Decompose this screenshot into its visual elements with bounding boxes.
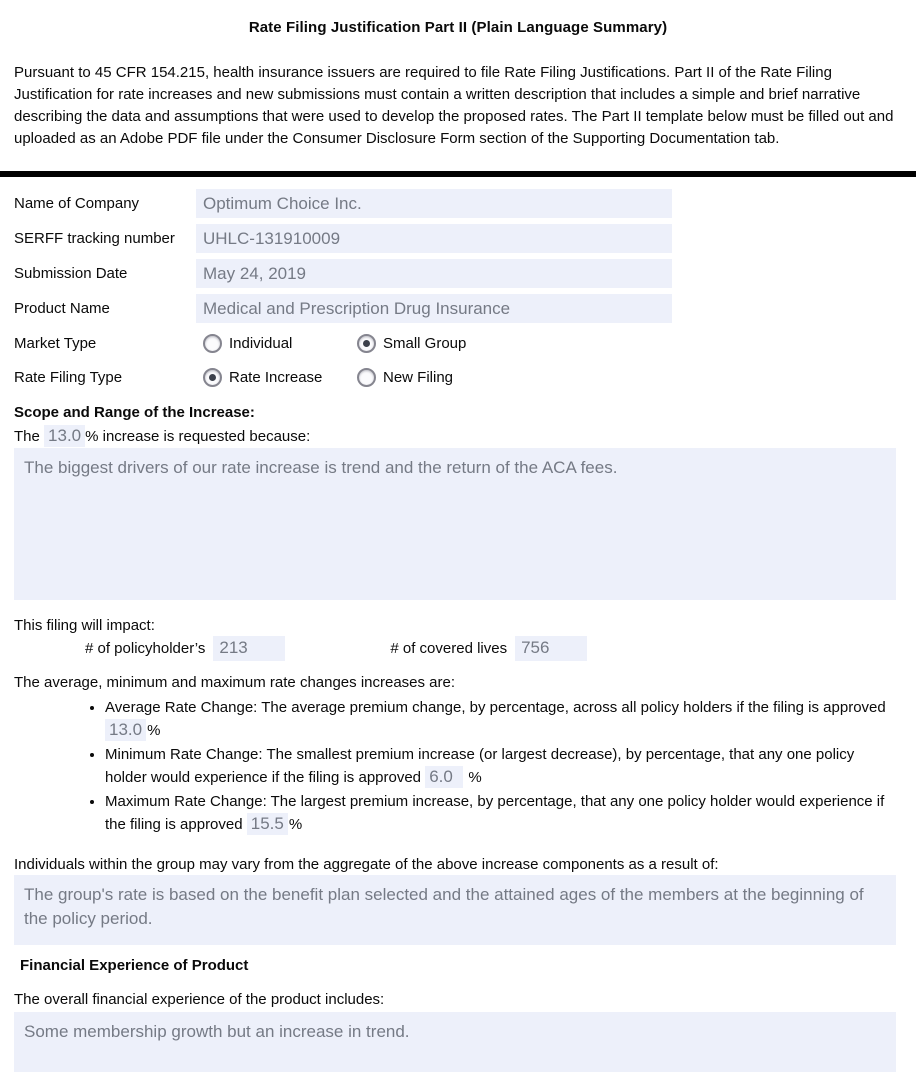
form-row-product-name: [14, 294, 916, 323]
minimum-rate-change-field[interactable]: 6.0: [425, 766, 463, 788]
group-variation-textarea[interactable]: The group's rate is based on the benefit plan selected and the attained ages of the members at the beginning of the policy period.: [14, 875, 896, 945]
maximum-rate-change-field[interactable]: 15.5: [247, 813, 288, 835]
financial-experience-heading: Financial Experience of Product: [20, 957, 249, 974]
maximum-rate-change-unit: %: [288, 816, 303, 833]
new-filing-radio-icon[interactable]: [357, 368, 376, 387]
maximum-rate-change-text: Maximum Rate Change: The largest premium increase, by percentage, that any one policy holder would experience if the filing is approved: [105, 793, 885, 833]
average-rate-change-item: [105, 697, 895, 742]
rate-increase-radio-label: Rate Increase: [229, 369, 323, 386]
market-type-label: Market Type: [14, 335, 97, 352]
small-group-radio-icon[interactable]: [357, 334, 376, 353]
form-row-serff: [14, 224, 916, 253]
rate-filing-type-label: Rate Filing Type: [14, 369, 123, 386]
financial-experience-label: The overall financial experience of the product includes:: [14, 991, 385, 1008]
filing-impact-label: This filing will impact:: [14, 617, 155, 634]
rate-filing-type-radio-group: [196, 368, 453, 387]
rate-filing-option-rate-increase[interactable]: [203, 368, 350, 387]
average-rate-change-text: Average Rate Change: The average premium change, by percentage, across all policy holders if the filing is approved: [105, 699, 886, 716]
serff-number-field[interactable]: UHLC-131910009: [196, 224, 672, 253]
form-row-submission-date: [14, 259, 916, 288]
rate-increase-radio-icon[interactable]: [203, 368, 222, 387]
minimum-rate-change-unit: %: [468, 769, 482, 786]
form-row-company: [14, 189, 916, 218]
individual-radio-label: Individual: [229, 335, 293, 352]
average-rate-change-field[interactable]: 13.0: [105, 719, 146, 741]
maximum-rate-change-item: [105, 791, 895, 836]
new-filing-radio-label: New Filing: [383, 369, 454, 386]
form-row-market-type: [14, 329, 916, 358]
covered-lives-count-field[interactable]: 756: [515, 636, 587, 661]
page-title: Rate Filing Justification Part II (Plain Language Summary): [248, 19, 668, 36]
market-type-option-small-group[interactable]: [357, 334, 466, 353]
policyholders-label: # of policyholder’s: [85, 639, 206, 657]
increase-percent-field[interactable]: 13.0: [44, 425, 85, 447]
form-row-rate-filing-type: [14, 363, 916, 392]
small-group-radio-label: Small Group: [383, 335, 467, 352]
serff-number-label: SERFF tracking number: [14, 230, 175, 247]
minimum-rate-change-item: [105, 744, 895, 789]
submission-date-label: Submission Date: [14, 265, 128, 282]
policyholders-count-field[interactable]: 213: [213, 636, 285, 661]
company-name-field[interactable]: Optimum Choice Inc.: [196, 189, 672, 218]
company-name-label: Name of Company: [14, 195, 140, 212]
group-variation-label: Individuals within the group may vary from the aggregate of the above increase components as a result of:: [14, 856, 719, 873]
rate-filing-option-new-filing[interactable]: [357, 368, 453, 387]
scope-section-heading: Scope and Range of the Increase:: [14, 404, 255, 421]
market-type-option-individual[interactable]: [203, 334, 350, 353]
increase-reason-textarea[interactable]: The biggest drivers of our rate increase is trend and the return of the ACA fees.: [14, 448, 896, 600]
rate-changes-intro: The average, minimum and maximum rate changes increases are:: [14, 674, 456, 691]
product-name-label: Product Name: [14, 300, 110, 317]
section-divider: [0, 171, 916, 177]
rate-changes-list: [0, 697, 916, 836]
filing-impact-row: [85, 635, 916, 661]
financial-experience-textarea[interactable]: Some membership growth but an increase in trend.: [14, 1012, 896, 1072]
increase-sentence: [14, 425, 916, 448]
increase-sentence-prefix: The: [14, 428, 40, 445]
individual-radio-icon[interactable]: [203, 334, 222, 353]
average-rate-change-unit: %: [147, 722, 161, 739]
market-type-radio-group: [196, 334, 466, 353]
increase-sentence-suffix: % increase is requested because:: [85, 428, 311, 445]
submission-date-field[interactable]: May 24, 2019: [196, 259, 672, 288]
minimum-rate-change-text: Minimum Rate Change: The smallest premium increase (or largest decrease), by percentage, that any one policy holder would experience if the filing is approved: [105, 746, 855, 786]
covered-lives-label: # of covered lives: [390, 639, 508, 657]
intro-paragraph: Pursuant to 45 CFR 154.215, health insurance issuers are required to file Rate Filing Justifications. Part II of the Rate Filing Justification for rate increases and new submissions must contain a written description that includes a simple and brief narrative describing the data and assumptions that were used to develop the proposed rates. The Part II template below must be filled out and uploaded as an Adobe PDF file under the Consumer Disclosure Form section of the Supporting Documentation tab.: [14, 64, 894, 147]
filing-info-form: [14, 189, 916, 392]
product-name-field[interactable]: Medical and Prescription Drug Insurance: [196, 294, 672, 323]
